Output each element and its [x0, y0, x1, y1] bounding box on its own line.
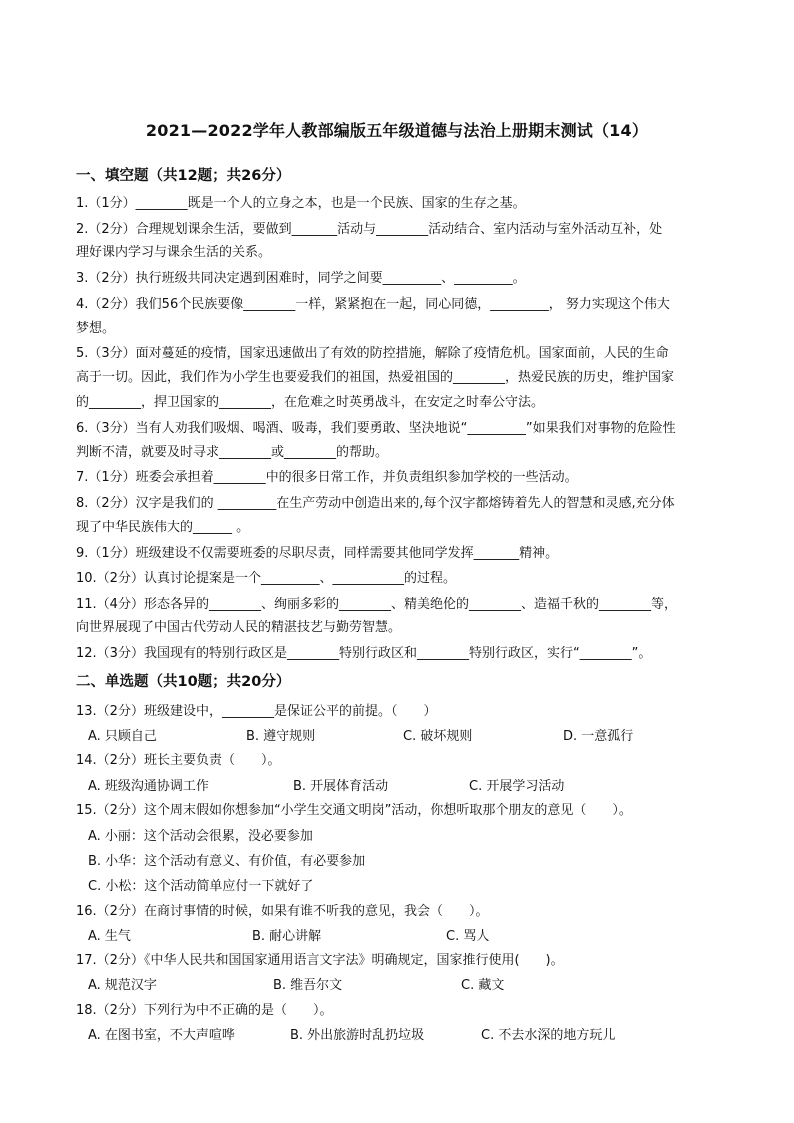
question-12-line-1: 12.（3分）我国现有的特别行政区是________特别行政区和________特别行政区，实行“________”。	[76, 646, 652, 661]
question-17-stem: 17.（2分）《中华人民共和国国家通用语言文字法》明确规定，国家推行使用( )。	[76, 953, 564, 968]
question-17-option-c: C. 藏文	[461, 978, 505, 993]
section-fill-heading: 一、填空题（共12题；共26分）	[76, 168, 291, 184]
question-8-line-1: 8.（2分）汉字是我们的 _________在生产劳动中创造出来的,每个汉字都熔铸着先人的智慧和灵感,充分体	[76, 496, 675, 511]
question-18-stem: 18.（2分）下列行为中不正确的是（ ）。	[76, 1003, 333, 1018]
question-15-option-c: C. 小松：这个活动简单应付一下就好了	[88, 879, 314, 894]
question-14-option-b: B. 开展体育活动	[293, 779, 389, 794]
question-5-line-2: 高于一切。因此，我们作为小学生也要爱我们的祖国，热爱祖国的________，热爱民族的历史，维护国家	[76, 370, 675, 385]
question-1-line-1: 1.（1分）________既是一个人的立身之本，也是一个民族、国家的生存之基。	[76, 196, 526, 211]
question-6-line-1: 6.（3分）当有人劝我们吸烟、喝酒、吸毒，我们要勇敢、坚決地说“_________”如果我们对事物的危险性	[76, 421, 676, 436]
question-4-line-2: 梦想。	[76, 321, 116, 336]
question-14-stem: 14.（2分）班长主要负责（ ）。	[76, 753, 281, 768]
question-15-option-b: B. 小华：这个活动有意义、有价值，有必要参加	[88, 854, 366, 869]
question-13-option-c: C. 破坏规则	[403, 729, 473, 744]
question-18-option-c: C. 不去水深的地方玩儿	[481, 1028, 616, 1043]
question-5-line-3: 的________，捍卫国家的________，在危难之时英勇战斗，在安定之时奉公守法。	[76, 395, 545, 410]
question-18-option-a: A. 在图书室，不大声喧哗	[88, 1028, 235, 1043]
question-13-option-a: A. 只顾自己	[88, 729, 157, 744]
question-10-line-1: 10.（2分）认真讨论提案是一个_________、___________的过程。	[76, 571, 456, 586]
question-13-option-b: B. 遵守规则	[246, 729, 316, 744]
question-2-line-2: 理好课内学习与课余生活的关系。	[76, 245, 272, 260]
question-11-line-2: 向世界展现了中国古代劳动人民的精湛技艺与勤劳智慧。	[76, 620, 402, 635]
question-5-line-1: 5.（3分）面对蔓延的疫情，国家迅速做出了有效的防控措施，解除了疫情危机。国家面前，人民的生命	[76, 346, 669, 361]
question-17-option-b: B. 维吾尔文	[273, 978, 343, 993]
question-16-option-b: B. 耐心讲解	[252, 929, 322, 944]
question-15-option-a: A. 小丽：这个活动会很累，没必要参加	[88, 829, 313, 844]
question-16-option-c: C. 骂人	[446, 929, 490, 944]
question-8-line-2: 现了中华民族伟大的______ 。	[76, 520, 250, 535]
question-14-option-a: A. 班级沟通协调工作	[88, 779, 209, 794]
question-13-option-d: D. 一意孤行	[563, 729, 634, 744]
question-9-line-1: 9.（1分）班级建设不仅需要班委的尽职尽责，同样需要其他同学发挥_______精神。	[76, 546, 559, 561]
question-13-stem: 13.（2分）班级建设中，________是保证公平的前提。（ ）	[76, 704, 437, 719]
question-16-stem: 16.（2分）在商讨事情的时候，如果有谁不听我的意见，我会（ ）。	[76, 904, 489, 919]
question-6-line-2: 判断不清，就要及时寻求________或________的帮助。	[76, 445, 389, 460]
question-18-option-b: B. 外出旅游时乱扔垃圾	[290, 1028, 425, 1043]
question-15-stem: 15.（2分）这个周末假如你想参加“小学生交通文明岗”活动，你想听取那个朋友的意见（ ）。	[76, 803, 632, 818]
question-4-line-1: 4.（2分）我们56个民族要像________一样，紧紧抱在一起，同心同德，_________， 努力实现这个伟大	[76, 297, 670, 312]
question-7-line-1: 7.（1分）班委会承担着________中的很多日常工作，并负责组织参加学校的一些活动。	[76, 470, 578, 485]
section-single-heading: 二、单选题（共10题；共20分）	[76, 674, 291, 690]
exam-title: 2021—2022学年人教部编版五年级道德与法治上册期末测试（14）	[145, 121, 649, 140]
question-14-option-c: C. 开展学习活动	[469, 779, 565, 794]
question-16-option-a: A. 生气	[88, 929, 131, 944]
question-3-line-1: 3.（2分）执行班级共同决定遇到困难时，同学之间要_________、_________。	[76, 271, 526, 286]
question-11-line-1: 11.（4分）形态各异的________、绚丽多彩的________、精美绝伦的________、造福千秋的________等，	[76, 597, 677, 612]
question-2-line-1: 2.（2分）合理规划课余生活，要做到_______活动与________活动结合、室内活动与室外活动互补，处	[76, 222, 663, 237]
question-17-option-a: A. 规范汉字	[88, 978, 157, 993]
